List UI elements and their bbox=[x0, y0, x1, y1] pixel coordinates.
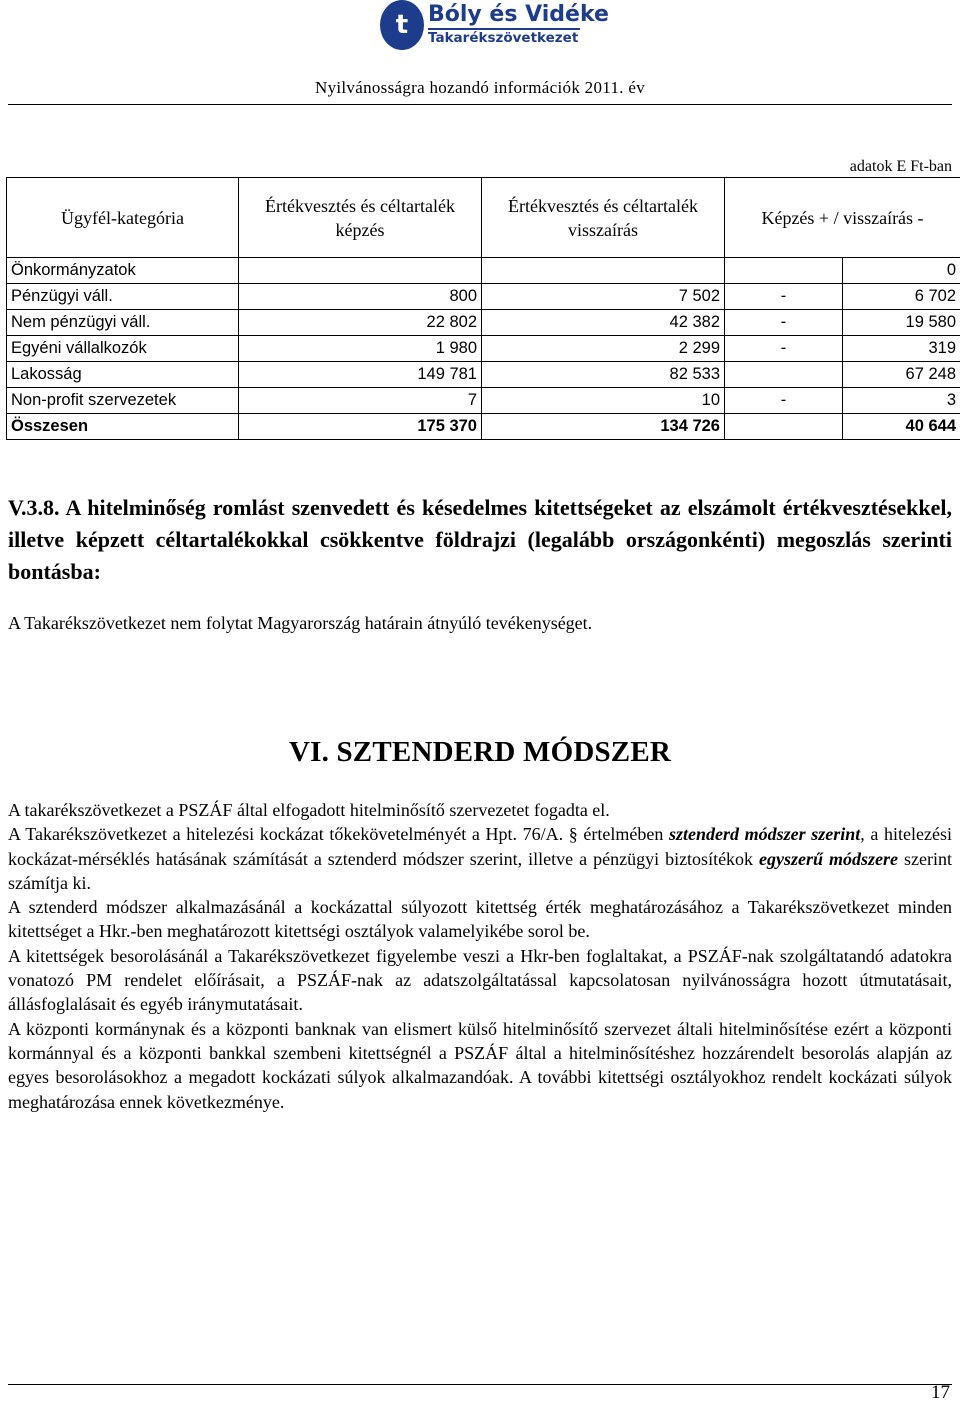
cell-sign bbox=[725, 362, 843, 388]
chapter-body bbox=[8, 798, 952, 1114]
cell-net: 319 bbox=[843, 336, 960, 362]
text-run: A Takarékszövetkezet a hitelezési kockázat tőkekövetelményét a Hpt. 76/A. § értelmében bbox=[8, 824, 669, 845]
logo-name: Bóly és Vidéke bbox=[428, 2, 609, 27]
header-rule bbox=[8, 104, 952, 105]
header-net-change: Képzés + / visszaírás - bbox=[725, 178, 960, 258]
cell-net: 40 644 bbox=[843, 414, 960, 440]
cell-net: 0 bbox=[843, 258, 960, 284]
cell-formation: 22 802 bbox=[239, 310, 482, 336]
cell-reversal: 10 bbox=[482, 388, 725, 414]
header-provision-reversal: Értékvesztés és céltartalék visszaírás bbox=[482, 178, 725, 258]
paragraph: A kitettségek besorolásánál a Takarékszövetkezet figyelembe veszi a Hkr-ben foglaltakat, a PSZÁF-nak szolgáltatandó adatokra vonatozó PM rendelet előírásait, a PSZÁF-nak az adatszolgáltatással kapcsolatosan nyilvánosságra hozott útmutatásait, állásfoglalásait és egyéb iránymutatásait. bbox=[8, 945, 952, 1015]
paragraph: A központi kormánynak és a központi banknak van elismert külső hitelminősítő szervezet általi hitelminősítése ezért a központi kormánnyal és a központi bankkal szembeni kitettségnél a PSZÁF által a hitelminősítéshez hozzárendelt besorolás alapján az egyes besorolásokhoz a megadott kockázati súlyok alkalmazandóak. A további kitettségi osztályokhoz rendelt kockázati súlyok meghatározása ennek következménye. bbox=[8, 1018, 952, 1112]
cell-formation bbox=[239, 258, 482, 284]
document-header: Nyilvánosságra hozandó információk 2011. év bbox=[315, 78, 645, 97]
cell-net: 67 248 bbox=[843, 362, 960, 388]
table-row bbox=[7, 362, 960, 388]
emphasis-text: sztenderd módszer szerint bbox=[669, 824, 861, 845]
logo-subtitle: Takarékszövetkezet bbox=[428, 30, 579, 46]
impairment-table bbox=[6, 177, 960, 440]
footer-rule bbox=[8, 1384, 952, 1385]
cell-formation: 149 781 bbox=[239, 362, 482, 388]
table-row bbox=[7, 388, 960, 414]
cell-category: Egyéni vállalkozók bbox=[7, 336, 239, 362]
cell-sign: - bbox=[725, 336, 843, 362]
cell-category: Lakosság bbox=[7, 362, 239, 388]
cell-formation: 175 370 bbox=[239, 414, 482, 440]
paragraph: A takarékszövetkezet a PSZÁF által elfogadott hitelminősítő szervezetet fogadta el. bbox=[8, 800, 610, 820]
cell-reversal: 82 533 bbox=[482, 362, 725, 388]
cell-reversal: 134 726 bbox=[482, 414, 725, 440]
table-units-note: adatok E Ft-ban bbox=[849, 158, 952, 175]
text-run: szerint számítja ki. bbox=[8, 848, 952, 893]
cell-formation: 7 bbox=[239, 388, 482, 414]
cell-category: Nem pénzügyi váll. bbox=[7, 310, 239, 336]
cell-sign: - bbox=[725, 388, 843, 414]
section-heading: V.3.8. A hitelminőség romlást szenvedett és késedelmes kitettségeket az elszámolt értékvesztésekkel, illetve képzett céltartalékokkal csökkentve földrajzi (legalább országonkénti) megoszlás szerinti bontásba: bbox=[8, 495, 952, 584]
cell-category: Önkormányzatok bbox=[7, 258, 239, 284]
emphasis-text: egyszerű módszere bbox=[759, 848, 899, 869]
cell-sign bbox=[725, 414, 843, 440]
cell-reversal: 2 299 bbox=[482, 336, 725, 362]
cell-sign: - bbox=[725, 284, 843, 310]
paragraph: A sztenderd módszer alkalmazásánál a kockázattal súlyozott kitettség érték meghatározásához a Takarékszövetkezet minden kitettséget a Hkr.-ben meghatározott kitettségi osztályok valamelyikébe sorol be. bbox=[8, 897, 952, 942]
cell-reversal: 7 502 bbox=[482, 284, 725, 310]
cell-net: 6 702 bbox=[843, 284, 960, 310]
table-row bbox=[7, 284, 960, 310]
logo-emblem-icon bbox=[380, 0, 424, 50]
header-provision-formation: Értékvesztés és céltartalék képzés bbox=[239, 178, 482, 258]
chapter-title: VI. SZTENDERD MÓDSZER bbox=[288, 736, 672, 768]
section-paragraph: A Takarékszövetkezet nem folytat Magyarország határain átnyúló tevékenységet. bbox=[8, 613, 593, 633]
text-run: , a hitelezési kockázat-mérséklés hatásának számítását a sztenderd módszer szerint, illetve a pénzügyi biztosítékok bbox=[8, 824, 952, 869]
cell-category: Non-profit szervezetek bbox=[7, 388, 239, 414]
table-total-row bbox=[7, 414, 960, 440]
header-client-category: Ügyfél-kategória bbox=[7, 178, 239, 258]
table-row bbox=[7, 258, 960, 284]
cell-reversal bbox=[482, 258, 725, 284]
cell-sign bbox=[725, 258, 843, 284]
cell-sign: - bbox=[725, 310, 843, 336]
cell-formation: 800 bbox=[239, 284, 482, 310]
cell-reversal: 42 382 bbox=[482, 310, 725, 336]
page-number: 17 bbox=[931, 1382, 950, 1403]
cell-formation: 1 980 bbox=[239, 336, 482, 362]
logo-mark: t bbox=[395, 10, 409, 40]
logo bbox=[380, 0, 609, 52]
table-header-row bbox=[7, 178, 960, 258]
cell-category: Összesen bbox=[7, 414, 239, 440]
cell-net: 19 580 bbox=[843, 310, 960, 336]
cell-category: Pénzügyi váll. bbox=[7, 284, 239, 310]
cell-net: 3 bbox=[843, 388, 960, 414]
table-row bbox=[7, 310, 960, 336]
paragraph bbox=[8, 822, 952, 895]
table-row bbox=[7, 336, 960, 362]
